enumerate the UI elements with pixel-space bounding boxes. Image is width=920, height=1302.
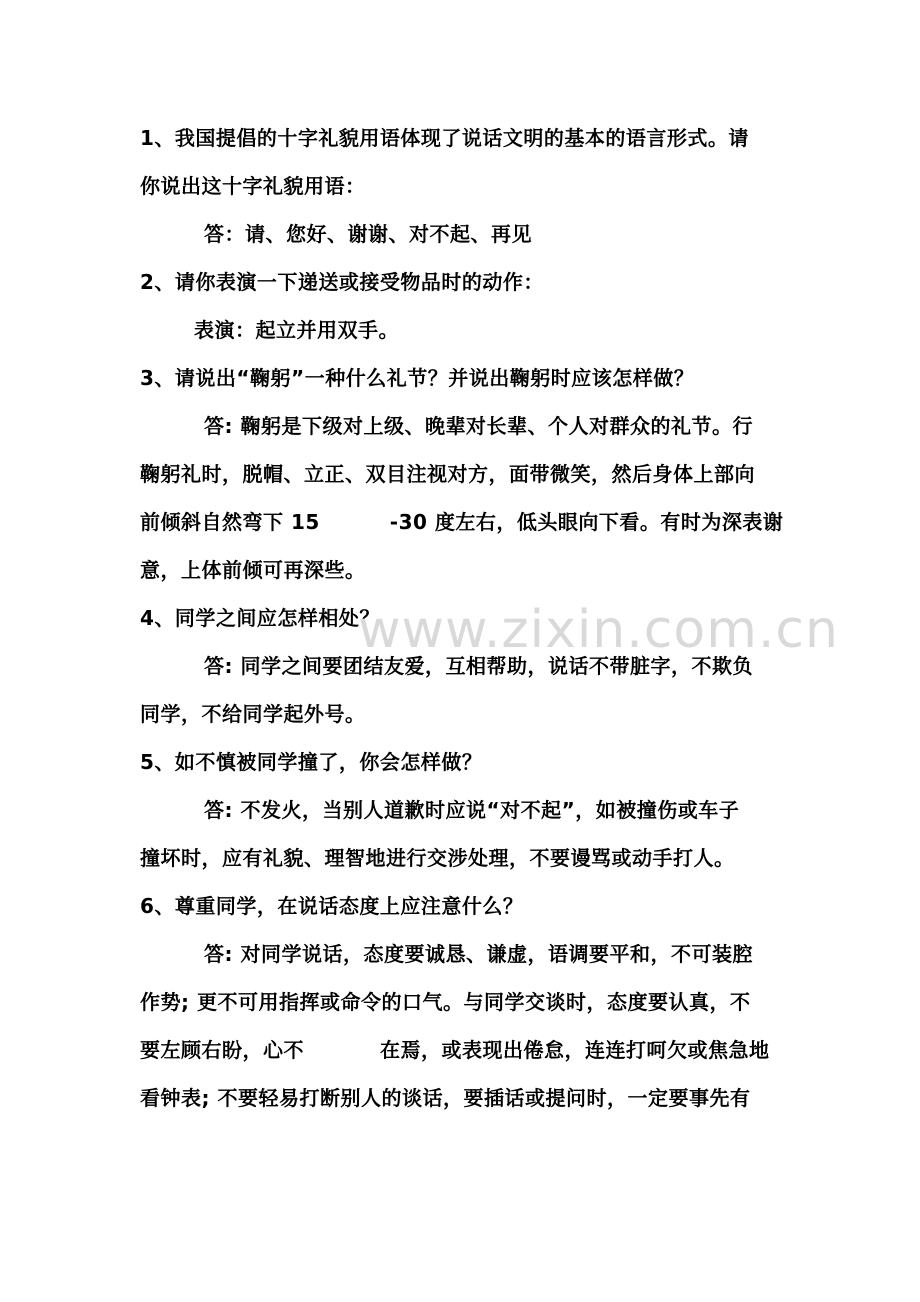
- answer-3-line-2: 鞠躬礼时，脱帽、立正、双目注视对方，面带微笑，然后身体上部向: [140, 462, 755, 486]
- answer-4-line-2: 同学，不给同学起外号。: [140, 702, 366, 726]
- answer-3-line-4: 意，上体前倾可再深些。: [140, 558, 366, 582]
- answer-6-line-3: [140, 1036, 920, 1064]
- answer-6-line-3-part-2: 在焉，或表现出倦怠，连连打呵欠或焦急地: [380, 1038, 770, 1062]
- answer-3-line-3: [140, 508, 920, 536]
- answer-5-line-2: 撞坏时，应有礼貌、理智地进行交涉处理，不要谩骂或动手打人。: [140, 846, 735, 870]
- question-2: 2、请你表演一下递送或接受物品时的动作：: [140, 270, 544, 294]
- answer-6-line-2: 作势; 更不可用指挥或命令的口气。与同学交谈时，态度要认真，不: [140, 990, 751, 1014]
- question-4: 4、同学之间应怎样相处？: [140, 606, 380, 630]
- answer-6-line-3-part-1: 要左顾右盼，心不: [140, 1038, 304, 1062]
- question-1-line-2: 你说出这十字礼貌用语：: [140, 174, 366, 198]
- question-3: 3、请说出“鞠躬”一种什么礼节？并说出鞠躬时应该怎样做？: [140, 366, 695, 390]
- answer-3-line-3-part-2: -30 度左右，低头眼向下看。有时为深表谢: [389, 510, 784, 534]
- answer-4-line-1: 答: 同学之间要团结友爱，互相帮助，说话不带脏字，不欺负: [204, 654, 753, 678]
- watermark: www.zixin.com.cn: [358, 600, 839, 660]
- question-6: 6、尊重同学，在说话态度上应注意什么？: [140, 894, 524, 918]
- answer-2: 表演：起立并用双手。: [194, 318, 399, 342]
- answer-3-line-1: 答: 鞠躬是下级对上级、晚辈对长辈、个人对群众的礼节。行: [204, 414, 753, 438]
- answer-6-line-4: 看钟表; 不要轻易打断别人的谈话，要插话或提问时，一定要事先有: [140, 1086, 751, 1110]
- question-5: 5、如不慎被同学撞了，你会怎样做？: [140, 750, 483, 774]
- answer-3-line-3-part-1: 前倾斜自然弯下 15: [140, 510, 320, 534]
- answer-1: 答：请、您好、谢谢、对不起、再见: [204, 222, 532, 246]
- answer-5-line-1: 答: 不发火，当别人道歉时应说“对不起”，如被撞伤或车子: [204, 798, 740, 822]
- question-1-line-1: 1、我国提倡的十字礼貌用语体现了说话文明的基本的语言形式。请: [140, 126, 749, 150]
- answer-6-line-1: 答: 对同学说话，态度要诚恳、谦虚，语调要平和，不可装腔: [204, 942, 753, 966]
